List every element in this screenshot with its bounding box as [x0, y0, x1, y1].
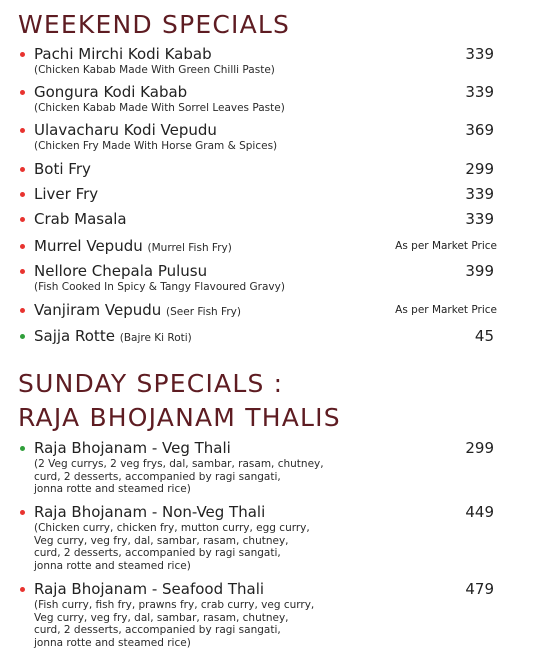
- item-price: 339: [465, 83, 494, 101]
- item-name-text: Sajja Rotte: [34, 327, 115, 345]
- non-veg-dot-icon: [20, 587, 25, 592]
- item-name: Crab Masala: [34, 210, 127, 228]
- item-price: 299: [465, 439, 494, 457]
- description-line: jonna rotte and steamed rice): [34, 559, 191, 572]
- non-veg-dot-icon: [20, 167, 25, 172]
- item-note: (Bajre Ki Roti): [119, 332, 192, 344]
- weekend-specials-heading: WEEKEND SPECIALS: [18, 10, 291, 39]
- item-name: Raja Bhojanam - Veg Thali: [34, 439, 231, 457]
- item-name: [34, 327, 192, 345]
- item-name: Ulavacharu Kodi Vepudu: [34, 121, 217, 139]
- non-veg-dot-icon: [20, 244, 25, 249]
- description-line: Veg curry, veg fry, dal, sambar, rasam, chutney,: [34, 534, 289, 547]
- non-veg-dot-icon: [20, 128, 25, 133]
- description-line: jonna rotte and steamed rice): [34, 483, 191, 496]
- non-veg-dot-icon: [20, 90, 25, 95]
- veg-dot-icon: [20, 446, 25, 451]
- non-veg-dot-icon: [20, 308, 25, 313]
- raja-bhojanam-thalis-heading: RAJA BHOJANAM THALIS: [18, 403, 341, 432]
- non-veg-dot-icon: [20, 510, 25, 515]
- description-line: curd, 2 desserts, accompanied by ragi sangati,: [34, 547, 281, 560]
- item-price: 369: [465, 121, 494, 139]
- item-description: (Chicken Kabab Made With Green Chilli Paste): [34, 64, 275, 76]
- item-name: [34, 237, 232, 255]
- description-line: (Chicken curry, chicken fry, mutton curry, egg curry,: [34, 522, 310, 534]
- description-line: jonna rotte and steamed rice): [34, 636, 191, 649]
- item-description: [34, 599, 314, 649]
- item-name: Raja Bhojanam - Seafood Thali: [34, 580, 265, 598]
- item-description: (Chicken Kabab Made With Sorrel Leaves Paste): [34, 102, 285, 114]
- item-price: As per Market Price: [395, 240, 497, 252]
- non-veg-dot-icon: [20, 192, 25, 197]
- sunday-specials-heading: SUNDAY SPECIALS :: [18, 369, 284, 398]
- item-name: Gongura Kodi Kabab: [34, 83, 188, 101]
- item-price: 45: [474, 327, 494, 345]
- veg-dot-icon: [20, 334, 25, 339]
- item-price: 399: [465, 262, 494, 280]
- non-veg-dot-icon: [20, 269, 25, 274]
- item-name: Boti Fry: [34, 160, 91, 178]
- item-description: [34, 458, 324, 496]
- item-price: 449: [465, 503, 494, 521]
- item-name: Raja Bhojanam - Non-Veg Thali: [34, 503, 266, 521]
- description-line: Veg curry, veg fry, dal, sambar, rasam, chutney,: [34, 611, 289, 624]
- item-description: [34, 522, 310, 572]
- item-price: 339: [465, 210, 494, 228]
- item-price: 479: [465, 580, 494, 598]
- item-note: (Seer Fish Fry): [166, 306, 241, 318]
- item-description: (Chicken Fry Made With Horse Gram & Spices): [34, 140, 278, 152]
- item-name: Pachi Mirchi Kodi Kabab: [34, 45, 212, 63]
- item-price: As per Market Price: [395, 304, 497, 316]
- non-veg-dot-icon: [20, 52, 25, 57]
- item-name: [34, 301, 241, 319]
- description-line: (2 Veg currys, 2 veg frys, dal, sambar, rasam, chutney,: [34, 458, 324, 470]
- item-name: Liver Fry: [34, 185, 99, 203]
- item-name: Nellore Chepala Pulusu: [34, 262, 208, 280]
- item-description: (Fish Cooked In Spicy & Tangy Flavoured Gravy): [34, 281, 285, 293]
- item-name-text: Vanjiram Vepudu: [34, 301, 162, 319]
- item-note: (Murrel Fish Fry): [147, 242, 232, 254]
- description-line: curd, 2 desserts, accompanied by ragi sangati,: [34, 470, 281, 483]
- item-price: 299: [465, 160, 494, 178]
- non-veg-dot-icon: [20, 217, 25, 222]
- description-line: curd, 2 desserts, accompanied by ragi sangati,: [34, 624, 281, 637]
- item-name-text: Murrel Vepudu: [34, 237, 143, 255]
- item-price: 339: [465, 45, 494, 63]
- item-price: 339: [465, 185, 494, 203]
- description-line: (Fish curry, fish fry, prawns fry, crab curry, veg curry,: [34, 599, 315, 611]
